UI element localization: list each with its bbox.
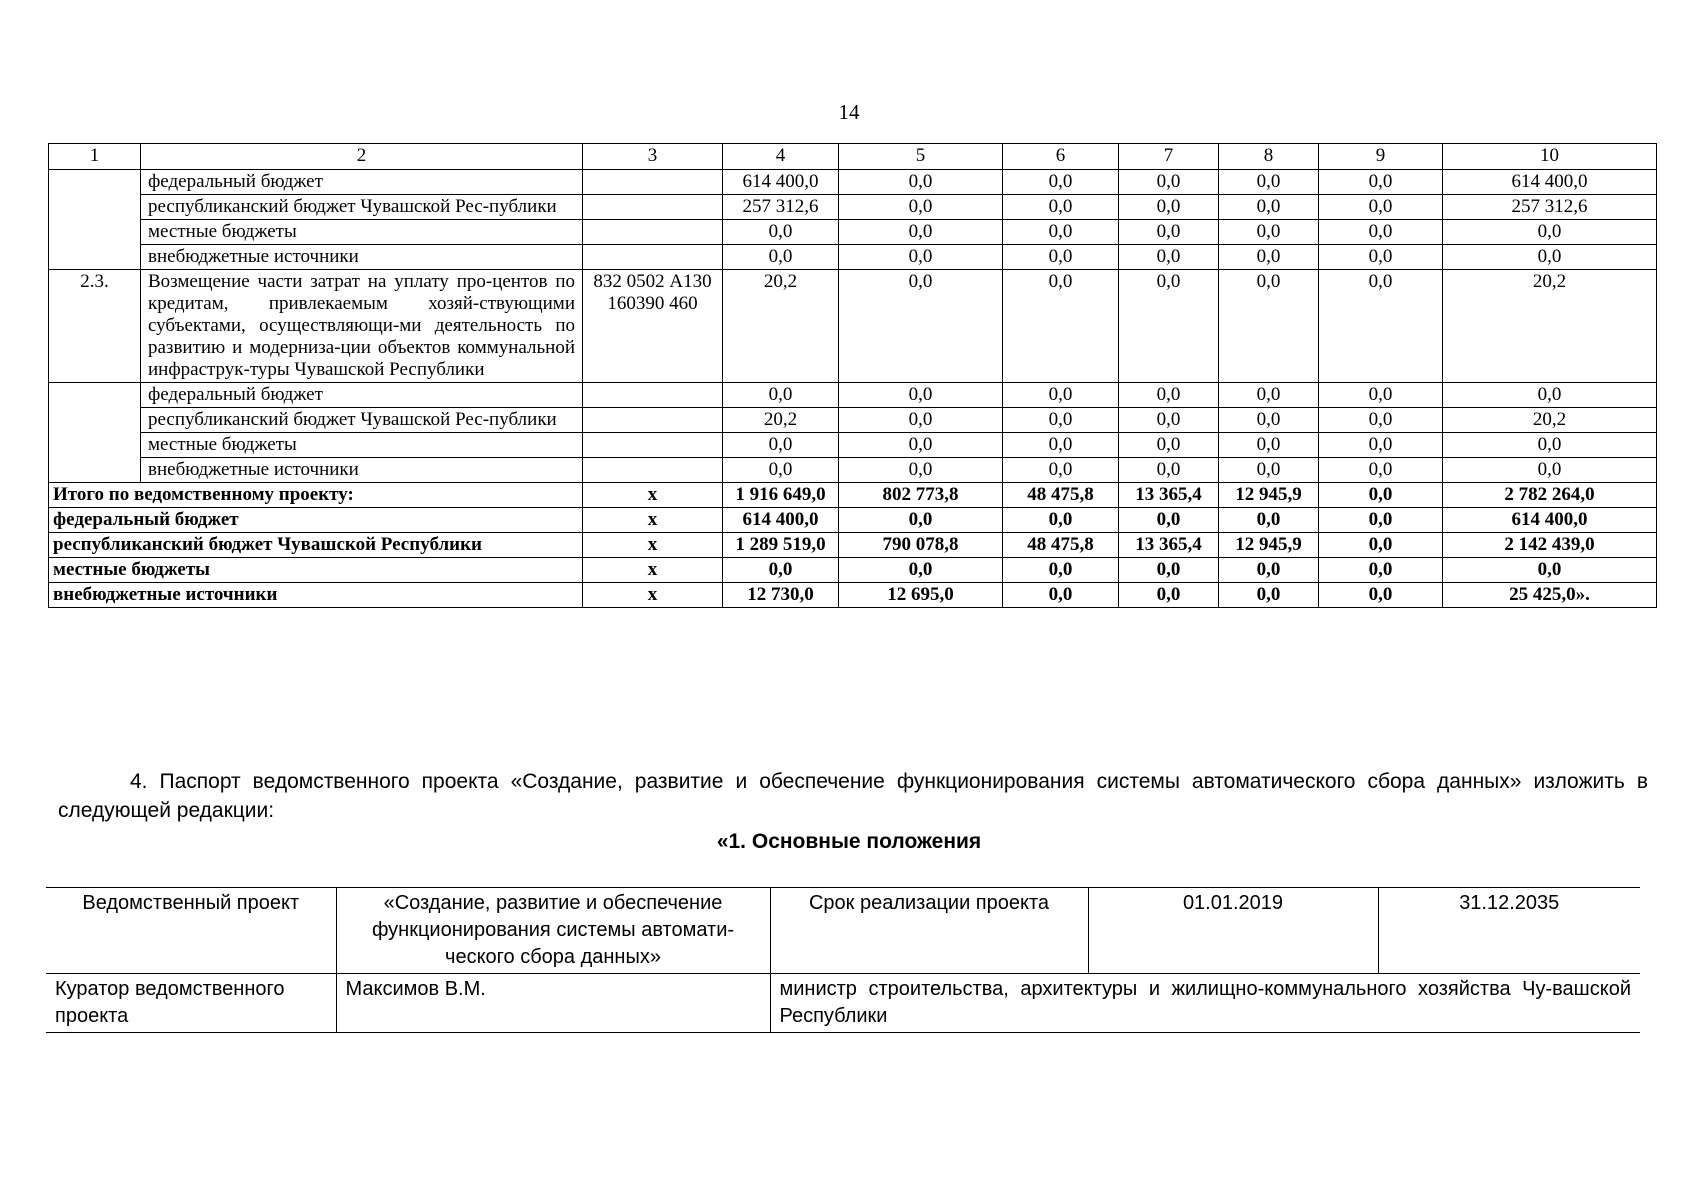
value-cell: 0,0 (1443, 220, 1657, 245)
value-cell: 0,0 (1319, 483, 1443, 508)
value-cell: 1 916 649,0 (723, 483, 839, 508)
empty-code-cell (583, 245, 723, 270)
value-cell: 0,0 (1119, 220, 1219, 245)
value-cell: 0,0 (839, 408, 1003, 433)
value-cell: 0,0 (1003, 558, 1119, 583)
row-label: внебюджетные источники (141, 458, 583, 483)
value-cell: 0,0 (723, 558, 839, 583)
value-cell: 0,0 (1219, 170, 1319, 195)
value-cell: 0,0 (1003, 583, 1119, 608)
value-cell: 0,0 (1003, 383, 1119, 408)
total-label: внебюджетные источники (49, 583, 583, 608)
value-cell: 614 400,0 (1443, 170, 1657, 195)
project-name: «Создание, развитие и обеспечение функционирования системы автомати-ческого сбора данных» (336, 888, 770, 974)
amendment-paragraph: 4. Паспорт ведомственного проекта «Создание, развитие и обеспечение функционирования системы автоматического сбора данных» изложить в следующей редакции: (58, 770, 1648, 822)
table-row (49, 195, 1657, 220)
total-row (49, 583, 1657, 608)
value-cell: 257 312,6 (723, 195, 839, 220)
value-cell: 0,0 (1119, 245, 1219, 270)
value-cell: 0,0 (1443, 383, 1657, 408)
empty-code-cell (583, 458, 723, 483)
value-cell: 0,0 (1319, 220, 1443, 245)
empty-number-cell (49, 383, 141, 483)
column-number: 4 (723, 144, 839, 170)
value-cell: 614 400,0 (723, 170, 839, 195)
value-cell: 0,0 (839, 458, 1003, 483)
value-cell: 0,0 (1119, 508, 1219, 533)
project-label: Ведомственный проект (46, 888, 336, 974)
column-number: 2 (141, 144, 583, 170)
empty-code-cell (583, 433, 723, 458)
value-cell: 0,0 (1219, 433, 1319, 458)
total-row (49, 483, 1657, 508)
value-cell: 0,0 (1119, 433, 1219, 458)
total-label: Итого по ведомственному проекту: (49, 483, 583, 508)
row-label: местные бюджеты (141, 220, 583, 245)
value-cell: 0,0 (1119, 408, 1219, 433)
value-cell: 2 782 264,0 (1443, 483, 1657, 508)
value-cell: 0,0 (1119, 270, 1219, 383)
value-cell: 0,0 (839, 220, 1003, 245)
row-label: республиканский бюджет Чувашской Рес-публики (141, 408, 583, 433)
value-cell: 0,0 (1219, 508, 1319, 533)
value-cell: 0,0 (1003, 220, 1119, 245)
value-cell: 25 425,0». (1443, 583, 1657, 608)
table-row (49, 433, 1657, 458)
value-cell: 0,0 (1119, 583, 1219, 608)
total-label: республиканский бюджет Чувашской Республики (49, 533, 583, 558)
row-label: местные бюджеты (141, 433, 583, 458)
value-cell: 0,0 (839, 270, 1003, 383)
value-cell: 0,0 (1003, 170, 1119, 195)
value-cell: 12 945,9 (1219, 533, 1319, 558)
value-cell: 0,0 (1319, 458, 1443, 483)
value-cell: 0,0 (723, 245, 839, 270)
value-cell: 12 945,9 (1219, 483, 1319, 508)
end-date: 31.12.2035 (1378, 888, 1640, 974)
value-cell: 0,0 (723, 458, 839, 483)
table-row (49, 383, 1657, 408)
value-cell: 0,0 (1119, 558, 1219, 583)
value-cell: 0,0 (1003, 458, 1119, 483)
column-number: 10 (1443, 144, 1657, 170)
empty-code-cell (583, 195, 723, 220)
row-label: республиканский бюджет Чувашской Рес-публики (141, 195, 583, 220)
value-cell: 0,0 (1003, 270, 1119, 383)
start-date: 01.01.2019 (1088, 888, 1378, 974)
value-cell: 0,0 (1319, 408, 1443, 433)
value-cell: 0,0 (1319, 433, 1443, 458)
value-cell: 20,2 (1443, 408, 1657, 433)
value-cell: 0,0 (723, 433, 839, 458)
table-row (49, 458, 1657, 483)
empty-code-cell (583, 383, 723, 408)
table-row (49, 220, 1657, 245)
empty-code-cell (583, 408, 723, 433)
value-cell: 0,0 (1443, 558, 1657, 583)
table-header-row (49, 144, 1657, 170)
value-cell: 0,0 (1319, 170, 1443, 195)
total-code: х (583, 533, 723, 558)
item-name: Возмещение части затрат на уплату про-центов по кредитам, привлекаемым хозяй-ствующими субъектами, осуществляющи-ми деятельность по развитию и модерниза-ции объектов коммунальной инфраструк-туры Чувашской Республики (141, 270, 583, 383)
value-cell: 614 400,0 (723, 508, 839, 533)
value-cell: 12 695,0 (839, 583, 1003, 608)
value-cell: 0,0 (1219, 383, 1319, 408)
column-number: 3 (583, 144, 723, 170)
budget-table (48, 143, 1657, 608)
value-cell: 0,0 (839, 433, 1003, 458)
table-row (49, 408, 1657, 433)
column-number: 7 (1119, 144, 1219, 170)
curator-label: Куратор ведомственного проекта (46, 974, 336, 1033)
value-cell: 802 773,8 (839, 483, 1003, 508)
item-number: 2.3. (49, 270, 141, 383)
value-cell: 0,0 (1003, 508, 1119, 533)
value-cell: 614 400,0 (1443, 508, 1657, 533)
value-cell: 0,0 (1219, 220, 1319, 245)
value-cell: 0,0 (1319, 245, 1443, 270)
value-cell: 0,0 (1219, 408, 1319, 433)
table-row (49, 170, 1657, 195)
value-cell: 13 365,4 (1119, 483, 1219, 508)
period-label: Срок реализации проекта (770, 888, 1088, 974)
value-cell: 790 078,8 (839, 533, 1003, 558)
total-row (49, 558, 1657, 583)
value-cell: 0,0 (1319, 270, 1443, 383)
value-cell: 0,0 (1119, 170, 1219, 195)
value-cell: 0,0 (1319, 508, 1443, 533)
curator-name: Максимов В.М. (336, 974, 770, 1033)
empty-code-cell (583, 170, 723, 195)
row-label: федеральный бюджет (141, 170, 583, 195)
value-cell: 0,0 (1003, 195, 1119, 220)
value-cell: 0,0 (1443, 433, 1657, 458)
column-number: 6 (1003, 144, 1119, 170)
value-cell: 48 475,8 (1003, 533, 1119, 558)
value-cell: 0,0 (839, 558, 1003, 583)
value-cell: 1 289 519,0 (723, 533, 839, 558)
value-cell: 257 312,6 (1443, 195, 1657, 220)
total-code: х (583, 583, 723, 608)
page-number: 14 (838, 100, 860, 124)
value-cell: 0,0 (723, 383, 839, 408)
value-cell: 0,0 (1003, 408, 1119, 433)
value-cell: 0,0 (1119, 458, 1219, 483)
value-cell: 0,0 (1219, 245, 1319, 270)
value-cell: 13 365,4 (1119, 533, 1219, 558)
value-cell: 0,0 (1219, 458, 1319, 483)
value-cell: 0,0 (1119, 195, 1219, 220)
total-label: местные бюджеты (49, 558, 583, 583)
value-cell: 0,0 (1443, 458, 1657, 483)
value-cell: 0,0 (1119, 383, 1219, 408)
total-code: х (583, 558, 723, 583)
total-row (49, 533, 1657, 558)
passport-table (46, 887, 1640, 1033)
item-code: 832 0502 А130160390 460 (583, 270, 723, 383)
value-cell: 0,0 (1319, 195, 1443, 220)
value-cell: 0,0 (839, 383, 1003, 408)
value-cell: 0,0 (1319, 533, 1443, 558)
total-code: х (583, 508, 723, 533)
value-cell: 0,0 (1003, 245, 1119, 270)
row-label: внебюджетные источники (141, 245, 583, 270)
value-cell: 0,0 (1319, 558, 1443, 583)
passport-row-project (46, 888, 1640, 974)
value-cell: 20,2 (723, 408, 839, 433)
value-cell: 0,0 (839, 170, 1003, 195)
value-cell: 0,0 (1319, 583, 1443, 608)
value-cell: 0,0 (839, 195, 1003, 220)
value-cell: 0,0 (1443, 245, 1657, 270)
value-cell: 0,0 (1219, 558, 1319, 583)
total-label: федеральный бюджет (49, 508, 583, 533)
value-cell: 0,0 (1219, 195, 1319, 220)
value-cell: 0,0 (1219, 270, 1319, 383)
value-cell: 48 475,8 (1003, 483, 1119, 508)
total-code: х (583, 483, 723, 508)
value-cell: 0,0 (839, 508, 1003, 533)
value-cell: 2 142 439,0 (1443, 533, 1657, 558)
value-cell: 20,2 (723, 270, 839, 383)
value-cell: 0,0 (1003, 433, 1119, 458)
column-number: 5 (839, 144, 1003, 170)
value-cell: 12 730,0 (723, 583, 839, 608)
column-number: 9 (1319, 144, 1443, 170)
value-cell: 0,0 (839, 245, 1003, 270)
column-number: 8 (1219, 144, 1319, 170)
value-cell: 0,0 (1219, 583, 1319, 608)
total-row (49, 508, 1657, 533)
curator-position: министр строительства, архитектуры и жилищно-коммунального хозяйства Чу-вашской Республики (770, 974, 1640, 1033)
table-row (49, 245, 1657, 270)
table-row-item (49, 270, 1657, 383)
value-cell: 20,2 (1443, 270, 1657, 383)
passport-row-curator (46, 974, 1640, 1033)
section-title: «1. Основные положения (716, 830, 982, 853)
value-cell: 0,0 (1319, 383, 1443, 408)
empty-code-cell (583, 220, 723, 245)
column-number: 1 (49, 144, 141, 170)
row-label: федеральный бюджет (141, 383, 583, 408)
empty-number-cell (49, 170, 141, 270)
value-cell: 0,0 (723, 220, 839, 245)
